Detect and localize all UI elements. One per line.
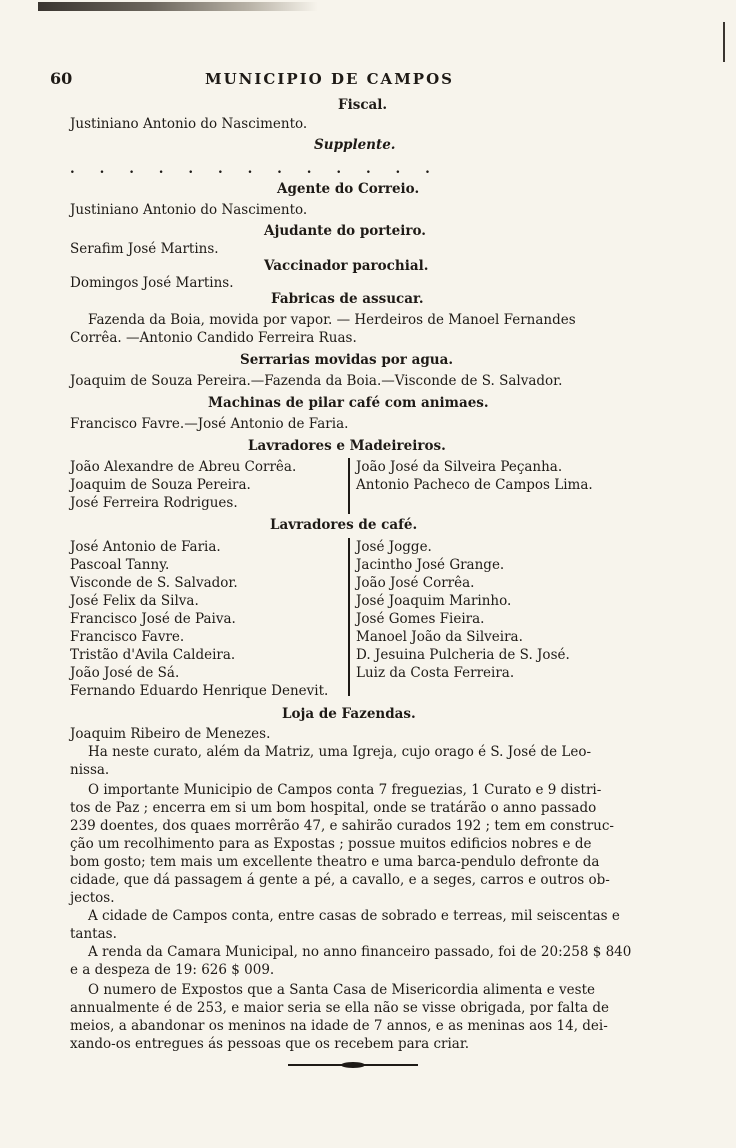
dot: . bbox=[336, 161, 342, 177]
paragraph-line: nissa. bbox=[70, 762, 110, 778]
list-item: Francisco José de Paiva. bbox=[70, 611, 236, 627]
heading-vaccinador: Vaccinador parochial. bbox=[264, 258, 429, 274]
dot: . bbox=[277, 161, 282, 177]
list-item: José Ferreira Rodrigues. bbox=[70, 495, 238, 511]
list-item: Tristão d'Avila Caldeira. bbox=[70, 647, 236, 663]
paragraph-municipio bbox=[70, 781, 635, 907]
heading-serrarias: Serrarias movidas por agua. bbox=[240, 352, 454, 368]
list-item: Joaquim de Souza Pereira. bbox=[70, 477, 251, 493]
dot: . bbox=[425, 161, 430, 177]
list-item: Visconde de S. Salvador. bbox=[70, 575, 238, 591]
list-item: João Alexandre de Abreu Corrêa. bbox=[70, 459, 297, 475]
paragraph-line: ção um recolhimento para as Expostas ; possue muitos edificios nobres e de bbox=[70, 836, 592, 852]
heading-porteiro: Ajudante do porteiro. bbox=[264, 223, 426, 239]
binding-mark bbox=[723, 22, 725, 62]
dot: . bbox=[99, 161, 105, 177]
heading-supplente: Supplente. bbox=[314, 137, 396, 153]
heading-loja: Loja de Fazendas. bbox=[282, 706, 416, 722]
list-item: João José da Silveira Peçanha. bbox=[356, 459, 563, 475]
paragraph-line: tos de Paz ; encerra em si um bom hospital, onde se tratárão o anno passado bbox=[70, 800, 597, 816]
paragraph-expostos bbox=[70, 981, 635, 1053]
list-item: Jacintho José Grange. bbox=[356, 557, 505, 573]
fabricas-text-2: Corrêa. —Antonio Candido Ferreira Ruas. bbox=[70, 330, 357, 346]
paragraph-line: A cidade de Campos conta, entre casas de sobrado e terreas, mil seiscentas e bbox=[88, 908, 620, 924]
dotted-leader bbox=[70, 160, 430, 178]
list-item: Pascoal Tanny. bbox=[70, 557, 170, 573]
list-item: João José Corrêa. bbox=[356, 575, 475, 591]
dot: . bbox=[188, 161, 194, 177]
list-item: José Antonio de Faria. bbox=[70, 539, 221, 555]
list-item: Luiz da Costa Ferreira. bbox=[356, 665, 515, 681]
paragraph-line: xando-os entregues ás pessoas que os recebem para criar. bbox=[70, 1036, 470, 1052]
paragraph-line: annualmente é de 253, e maior seria se ella não se visse obrigada, por falta de bbox=[70, 1000, 609, 1016]
list-item: Antonio Pacheco de Campos Lima. bbox=[356, 477, 593, 493]
column-divider bbox=[348, 458, 350, 514]
heading-machinas: Machinas de pilar café com animaes. bbox=[208, 395, 489, 411]
loja-name: Joaquim Ribeiro de Menezes. bbox=[70, 726, 271, 742]
list-item: Manoel João da Silveira. bbox=[356, 629, 523, 645]
paragraph-casas bbox=[70, 907, 635, 943]
running-title: MUNICIPIO DE CAMPOS bbox=[205, 70, 454, 88]
fiscal-name: Justiniano Antonio do Nascimento. bbox=[70, 116, 308, 132]
heading-lavradores-madeireiros: Lavradores e Madeireiros. bbox=[248, 438, 446, 454]
correio-name: Justiniano Antonio do Nascimento. bbox=[70, 202, 308, 218]
column-divider bbox=[348, 538, 350, 696]
running-header bbox=[50, 70, 635, 90]
end-ornament bbox=[288, 1062, 418, 1068]
heading-fiscal: Fiscal. bbox=[338, 97, 388, 113]
paragraph-line: meios, a abandonar os meninos na idade de 7 annos, e as meninas aos 14, dei- bbox=[70, 1018, 608, 1034]
fabricas-text-1: Fazenda da Boia, movida por vapor. — Herdeiros de Manoel Fernandes bbox=[88, 312, 576, 328]
heading-correio: Agente do Correio. bbox=[277, 181, 420, 197]
list-item: Francisco Favre. bbox=[70, 629, 185, 645]
page-number: 60 bbox=[50, 69, 73, 88]
dot: . bbox=[395, 161, 401, 177]
machinas-text: Francisco Favre.—José Antonio de Faria. bbox=[70, 416, 349, 432]
paragraph-line: Ha neste curato, além da Matriz, uma Igreja, cujo orago é S. José de Leo- bbox=[88, 744, 592, 760]
heading-fabricas: Fabricas de assucar. bbox=[271, 291, 424, 307]
heading-lavradores-cafe: Lavradores de café. bbox=[270, 517, 418, 533]
list-item: José Felix da Silva. bbox=[70, 593, 199, 609]
list-item: João José de Sá. bbox=[70, 665, 180, 681]
paragraph-line: bom gosto; tem mais um excellente theatro e uma barca-pendulo defronte da bbox=[70, 854, 600, 870]
dot: . bbox=[306, 161, 312, 177]
dot: . bbox=[129, 161, 134, 177]
list-item: José Gomes Fieira. bbox=[356, 611, 485, 627]
list-item: José Jogge. bbox=[356, 539, 432, 555]
paragraph-line: O importante Municipio de Campos conta 7 freguezias, 1 Curato e 9 distri- bbox=[88, 782, 602, 798]
vaccinador-name: Domingos José Martins. bbox=[70, 275, 234, 291]
list-item: Fernando Eduardo Henrique Denevit. bbox=[70, 683, 329, 699]
dot: . bbox=[247, 161, 253, 177]
paragraph-line: O numero de Expostos que a Santa Casa de Misericordia alimenta e veste bbox=[88, 982, 595, 998]
paragraph-line: cidade, que dá passagem á gente a pé, a cavallo, e a seges, carros e outros ob- bbox=[70, 872, 610, 888]
list-item: D. Jesuina Pulcheria de S. José. bbox=[356, 647, 570, 663]
porteiro-name: Serafim José Martins. bbox=[70, 241, 219, 257]
paragraph-line: tantas. bbox=[70, 926, 117, 942]
paragraph-line: e a despeza de 19: 626 $ 009. bbox=[70, 962, 275, 978]
paragraph-line: jectos. bbox=[70, 890, 115, 906]
paragraph-curato bbox=[70, 743, 635, 779]
serrarias-text: Joaquim de Souza Pereira.—Fazenda da Boia.—Visconde de S. Salvador. bbox=[70, 373, 563, 389]
dot: . bbox=[70, 161, 75, 177]
dot: . bbox=[217, 161, 223, 177]
paragraph-line: A renda da Camara Municipal, no anno financeiro passado, foi de 20:258 $ 840 bbox=[88, 944, 632, 960]
paragraph-line: 239 doentes, dos quaes morrêrão 47, e sahirão curados 192 ; tem em construc- bbox=[70, 818, 614, 834]
dot: . bbox=[158, 161, 164, 177]
page-edge-smudge bbox=[38, 2, 318, 11]
list-item: José Joaquim Marinho. bbox=[356, 593, 512, 609]
dot: . bbox=[365, 161, 371, 177]
paragraph-renda bbox=[70, 943, 635, 979]
